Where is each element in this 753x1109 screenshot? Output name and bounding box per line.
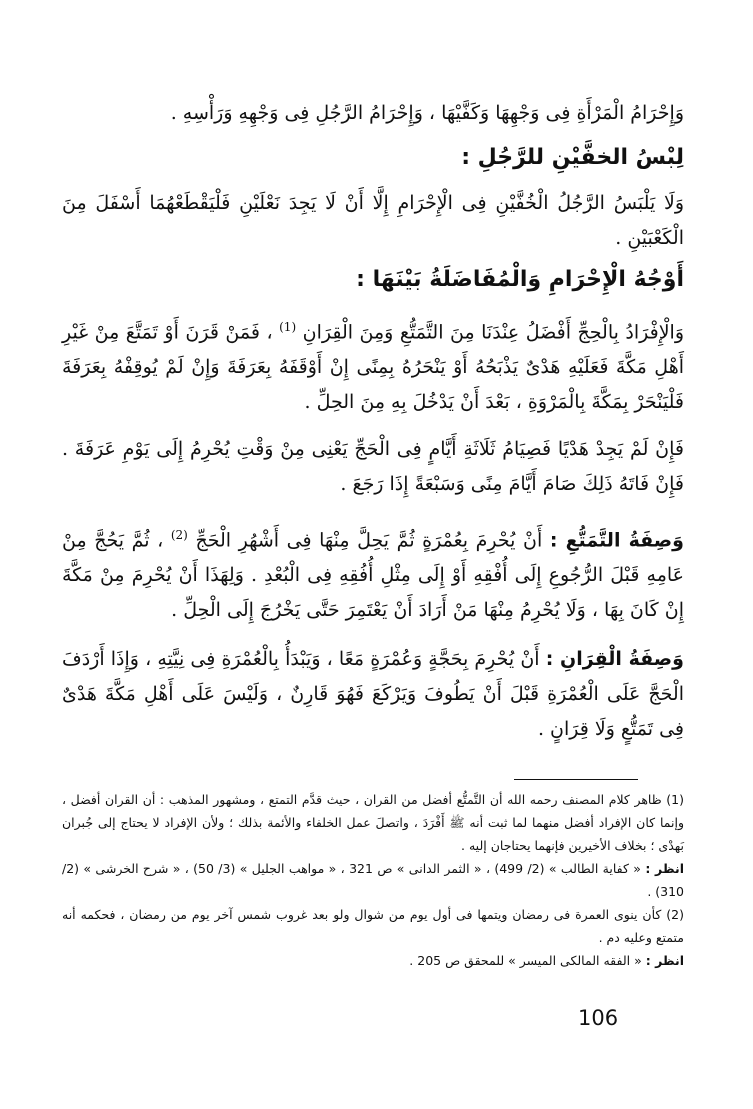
footnote-1-marker[interactable]: (1)	[279, 320, 297, 334]
tamattu-lead: وَصِفَةُ التَّمَتُّعِ :	[549, 529, 684, 552]
ifrad-text-a: وَالْإِفْرَادُ بِالْحِجِّ أَفْضَلُ عِنْدَنَا مِنَ التَّمَتُّعِ وَمِنَ الْقِرَانِ	[302, 321, 684, 344]
tamattu-text-b: ، ثُمَّ يَحُجَّ مِنْ عَامِهِ قَبْلَ الرُّجُوعِ إِلَى أُفْقِهِ أَوْ إِلَى مِثْلِ أُفُقِهِ فِى الْبُعْدِ . وَلِهَذَا أَنْ يُحْرِمَ مِنْ مَكَّةَ إِنْ كَانَ بِهَا ، وَلَا يُحْرِمُ مِنْهَا مَنْ أَرَادَ أَنْ يَعْتَمِرَ حَتَّى يَخْرُجَ إِلَى الْحِلِّ .	[62, 529, 684, 622]
footnote-2-ref-label: انظر :	[645, 953, 684, 968]
page-number: 106	[578, 1006, 619, 1030]
section-khuff	[62, 140, 684, 176]
main-text	[62, 96, 684, 131]
footnote-divider	[514, 779, 638, 780]
footnotes	[62, 788, 684, 972]
footnote-1-reference	[62, 857, 684, 903]
section-qiran	[62, 642, 684, 747]
footnote-2-marker[interactable]: (2)	[170, 528, 188, 542]
tamattu-text-a: أَنْ يُحْرِمَ بِعُمْرَةٍ ثُمَّ يَحِلَّ مِنْهَا فِى أَشْهُرِ الْحَجِّ	[195, 529, 543, 552]
footnote-1-ref-label: انظر :	[645, 861, 684, 876]
footnote-1-ref-text: « كفاية الطالب » (2/ 499) ، « الثمر الدانى » ص 321 ، « مواهب الجليل » (3/ 50) ، « شرح الخرشى » (2/ 310) .	[62, 861, 684, 899]
paragraph-siyam: فَإِنْ لَمْ يَجِدْ هَدْيًا فَصِيَامُ ثَلَاثَةِ أَيَّامٍ فِى الْحَجِّ يَعْنِى مِنْ وَقْتِ يُحْرِمُ إِلَى يَوْمِ عَرَفَةَ . فَإِنْ فَاتَهُ ذَلِكَ صَامَ أَيَّامَ مِنًى وَسَبْعَةً إِذَا رَجَعَ .	[62, 438, 684, 495]
footnote-1: (1) ظاهر كلام المصنف رحمه الله أن التَّمتُّع أفضل من القران ، حيث قدَّم التمتع ، ومشهور المذهب : أن القران أفضل ، وإنما كان الإفراد أفضل منهما لما ثبت أنه ﷺ أَفْرَدَ ، واتصلَ عمل الخلفاء والأئمة بذلك ؛ ولأن الإفراد لا يحتاج إلى جُبران بَهدْى ؛ بخلاف الأخيرين فإنهما يحتاجان إليه .	[62, 792, 684, 853]
heading-khuff: لِبْسُ الخفَّيْنِ للرَّجُلِ :	[461, 145, 684, 170]
paragraph-qiran	[62, 642, 684, 747]
ifrad-text-b: ، فَمَنْ قَرَنَ أَوْ تَمَتَّعَ مِنْ غَيْرِ أَهْلِ مَكَّةَ فَعَلَيْهِ هَدْىٌ يَذْبَحُهُ أَوْ يَنْحَرُهُ بِمِنًى إِنْ أَوْقَفَهُ بِعَرَفَةَ وَإِنْ لَمْ يُوقِفْهُ بِعَرَفَةَ فَلْيَنْحَرْ بِمَكَّةَ بِالْمَرْوَةِ ، بَعْدَ أَنْ يَدْخُلَ بِهِ مِنَ الحِلِّ .	[62, 321, 684, 414]
heading-awjuh: أَوْجُهُ الْإِحْرَامِ وَالْمُفَاضَلَةُ بَيْنَهَا :	[356, 267, 684, 292]
footnote-2: (2) كأن ينوى العمرة فى رمضان ويتمها فى أول يوم من شوال ولو بعد غروب شمس آخر يوم من رمضان ، فحكمه أنه متمتع وعليه دم .	[62, 907, 684, 945]
paragraph-ifrad	[62, 310, 684, 420]
section-siyam	[62, 432, 684, 502]
section-khuff-body	[62, 186, 684, 256]
footnote-2-reference	[62, 949, 684, 972]
qiran-text: أَنْ يُحْرِمَ بِحَجَّةٍ وَعُمْرَةٍ مَعًا ، وَيَبْدَأُ بِالْعُمْرَةِ فِى نِيَّتِهِ ، وَإِذَا أَرْدَفَ الْحَجَّ عَلَى الْعُمْرَةِ قَبْلَ أَنْ يَطُوفَ وَيَرْكَعَ فَهُوَ قَارِنٌ ، وَلَيْسَ عَلَى أَهْلِ مَكَّةَ هَدْىٌ فِى تَمَتُّعٍ وَلَا قِرَانٍ .	[62, 648, 684, 740]
section-ifrad	[62, 310, 684, 420]
section-tamattu	[62, 518, 684, 628]
paragraph-tamattu	[62, 518, 684, 628]
section-awjuh	[62, 262, 684, 298]
qiran-lead: وَصِفَةُ الْقِرَانِ :	[545, 648, 684, 670]
paragraph-ihram-face: وَإِحْرَامُ الْمَرْأَةِ فِى وَجْهِهَا وَكَفَّيْهَا ، وَإِحْرَامُ الرَّجُلِ فِى وَجْهِهِ وَرَأْسِهِ .	[170, 102, 684, 124]
paragraph-khuff: وَلَا يَلْبَسُ الرَّجُلُ الْخُفَّيْنِ فِى الْإِحْرَامِ إِلَّا أَنْ لَا يَجِدَ نَعْلَيْنِ فَلْيَقْطَعْهُمَا أَسْفَلَ مِنَ الْكَعْبَيْنِ .	[62, 192, 684, 249]
footnote-2-ref-text: « الفقه المالكى الميسر » للمحقق ص 205 .	[409, 953, 642, 968]
